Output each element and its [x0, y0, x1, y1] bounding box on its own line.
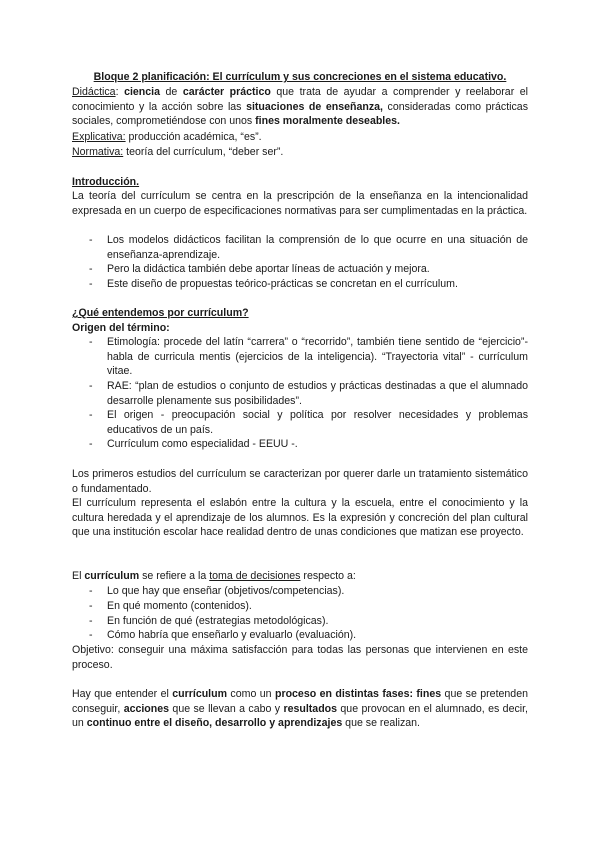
list-dash: - — [89, 600, 93, 612]
origen-heading: Origen del término: — [72, 322, 170, 334]
list-dash: - — [89, 234, 93, 246]
paragraph-eslabon: El currículum representa el eslabón entre la cultura y la escuela, entre el conocimiento y la cultura heredada y el aprendizaje de los alumnos. Es la expresión y concreción del plan cultural que una institución escolar hace realidad dentro de unas condiciones que matizan ese proyecto. — [72, 497, 528, 538]
list-dash: - — [89, 336, 93, 348]
list-dash: - — [89, 438, 93, 450]
paragraph-primeros: Los primeros estudios del currículum se caracterizan por querer darle un tratamiento sistemático o fundamentado. — [72, 468, 528, 495]
list-dash: - — [89, 380, 93, 392]
list-item: Currículum como especialidad - EEUU -. — [107, 438, 298, 450]
normativa-line: Normativa: teoría del currículum, “deber ser”. — [72, 146, 284, 158]
list-item: Este diseño de propuestas teórico-prácticas se concretan en el currículum. — [107, 278, 458, 290]
didactica-definition: Didáctica: ciencia de carácter práctico que trata de ayudar a comprender y reelaborar el conocimiento y la acción sobre las situaciones de enseñanza, consideradas como prácticas sociales, comprometiéndose con unos fines moralmente deseables. — [72, 86, 529, 127]
list-item: El origen - preocupación social y política por resolver necesidades y problemas educativos de un país. — [107, 409, 528, 436]
list-dash: - — [89, 409, 93, 421]
list-dash: - — [89, 629, 93, 641]
list-item: Etimología: procede del latín “carrera” o “recorrido”, también tiene sentido de “ejercicio”- habla de curricula mentis (ejercicios de la inteligencia). “Trayectoria vital” - currículum vitae. — [107, 336, 528, 377]
refiere-line: El currículum se refiere a la toma de decisiones respecto a: — [72, 570, 356, 582]
page-title: Bloque 2 planificación: El currículum y sus concreciones en el sistema educativo. — [93, 71, 507, 83]
list-dash: - — [89, 263, 93, 275]
intro-heading: Introducción. — [72, 176, 140, 188]
didactica-label: Didáctica — [72, 86, 116, 98]
list-item: En función de qué (estrategias metodológicas). — [107, 615, 329, 627]
intro-paragraph: La teoría del currículum se centra en la prescripción de la enseñanza en la intencionalidad expresada en un cuerpo de especificaciones normativas para ser cumplimentadas en la práctica. — [72, 190, 528, 217]
list-item: Pero la didáctica también debe aportar líneas de actuación y mejora. — [107, 263, 430, 275]
list-item: En qué momento (contenidos). — [107, 600, 252, 612]
list-dash: - — [89, 585, 93, 597]
list-dash: - — [89, 278, 93, 290]
list-item: RAE: “plan de estudios o conjunto de estudios y prácticas destinadas a que el alumnado desarrolle plenamente sus posibilidades”. — [107, 380, 528, 407]
list-item: Los modelos didácticos facilitan la comprensión de lo que ocurre en una situación de enseñanza-aprendizaje. — [107, 234, 528, 261]
list-item: Lo que hay que enseñar (objetivos/competencias). — [107, 585, 345, 597]
que-heading: ¿Qué entendemos por currículum? — [72, 307, 249, 319]
objetivo-paragraph: Objetivo: conseguir una máxima satisfacción para todas las personas que intervienen en este proceso. — [72, 644, 528, 671]
list-item: Cómo habría que enseñarlo y evaluarlo (evaluación). — [107, 629, 357, 641]
final-paragraph: Hay que entender el currículum como un proceso en distintas fases: fines que se pretenden conseguir, acciones que se llevan a cabo y resultados que provocan en el alumnado, es decir, un continuo entre el diseño, desarrollo y aprendizajes que se realizan. — [72, 688, 528, 729]
list-dash: - — [89, 615, 93, 627]
explicativa-line: Explicativa: producción académica, “es”. — [72, 131, 262, 143]
